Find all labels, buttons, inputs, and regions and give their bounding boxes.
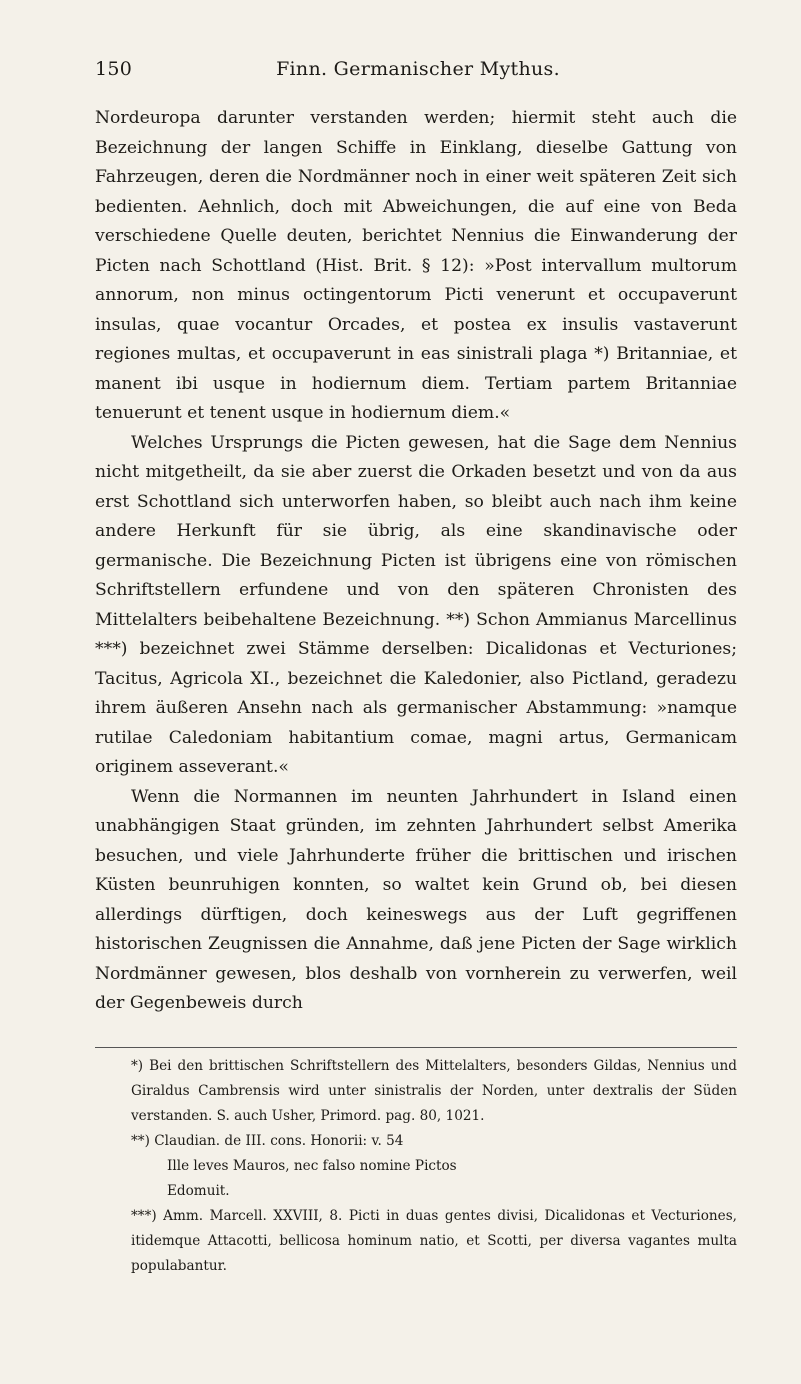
footnote-quote: Ille leves Mauros, nec falso nomine Pictos [167, 1158, 457, 1174]
paragraph: Nordeuropa darunter verstanden werden; hiermit steht auch die Bezeichnung der langen Schiffe in Einklang, dieselbe Gattung von Fahrzeugen, deren die Nordmänner noch in einer weit späteren Zeit sich bedienten. Aehnlich, doch mit Abweichungen, die auf eine von Beda verschiedene Quelle deuten, berichtet Nennius die Einwanderung der Picten nach Schottland (Hist. Brit. § 12): »Post intervallum multorum annorum, non minus octingentorum Picti venerunt et occupaverunt insulas, quae vocantur Orcades, et postea ex insulis vastaverunt regiones multas, et occupaverunt in eas sinistrali plaga *) Britanniae, et manent ibi usque in hodiernum diem. Tertiam partem Britanniae tenuerunt et tenent usque in hodiernum diem.« [95, 108, 737, 423]
footnote: **) Claudian. de III. cons. Honorii: v. 54 [131, 1133, 404, 1149]
footnote: ***) Amm. Marcell. XXVIII, 8. Picti in duas gentes divisi, Dicalidonas et Vecturiones, itidemque Attacotti, bellicosa hominum natio, et Scotti, per diversa vagantes multa populabantur. [131, 1208, 737, 1274]
page-number: 150 [95, 58, 133, 80]
footnotes [95, 1047, 737, 1279]
paragraph: Wenn die Normannen im neunten Jahrhundert in Island einen unabhängigen Staat gründen, im zehnten Jahrhundert selbst Amerika besuchen, und viele Jahrhunderte früher die brittischen und irischen Küsten beunruhigen konnten, so waltet kein Grund ob, bei diesen allerdings dürftigen, doch keineswegs aus der Luft gegriffenen historischen Zeugnissen die Annahme, daß jene Picten der Sage wirklich Nordmänner gewesen, blos deshalb von vornherein zu verwerfen, weil der Gegenbeweis durch [95, 786, 737, 1013]
paragraph: Welches Ursprungs die Picten gewesen, hat die Sage dem Nennius nicht mitgetheilt, da sie aber zuerst die Orkaden besetzt und von da aus erst Schottland sich unterworfen haben, so bleibt auch nach ihm keine andere Herkunft für sie übrig, als eine skandinavische oder germanische. Die Bezeichnung Picten ist übrigens eine von römischen Schriftstellern erfundene und von den späteren Chronisten des Mittelalters beibehaltene Bezeichnung. **) Schon Ammianus Marcellinus ***) bezeichnet zwei Stämme derselben: Dicalidonas et Vecturiones; Tacitus, Agricola XI., bezeichnet die Kaledonier, also Pictland, geradezu ihrem äußeren Ansehn nach als germanischer Abstammung: »namque rutilae Caledoniam habitantium comae, magni artus, Germanicam originem asseverant.« [95, 432, 737, 777]
main-text [95, 104, 737, 1019]
running-title: Finn. Germanischer Mythus. [276, 58, 560, 80]
page-header [95, 58, 741, 88]
footnote-quote: Edomuit. [167, 1183, 230, 1199]
footnote: *) Bei den brittischen Schriftstellern des Mittelalters, besonders Gildas, Nennius und Giraldus Cambrensis wird unter sinistralis der Norden, unter dextralis der Süden verstanden. S. auch Usher, Primord. pag. 80, 1021. [131, 1058, 737, 1124]
